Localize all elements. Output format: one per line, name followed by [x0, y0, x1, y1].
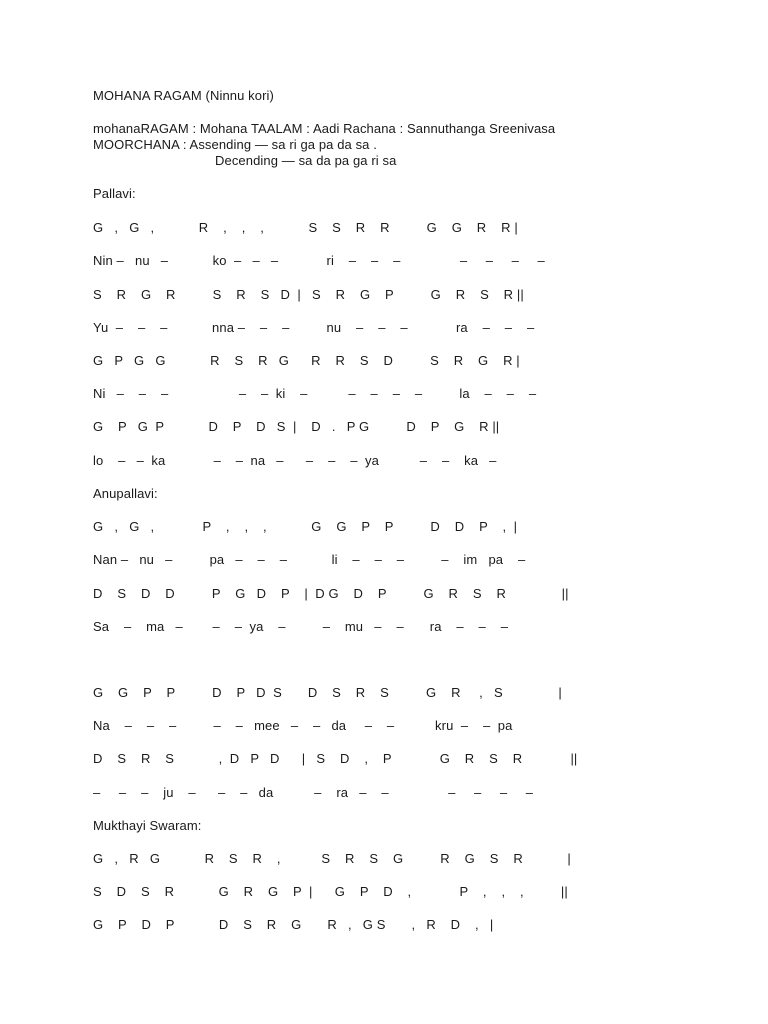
swara-line: G G P P D P D S D S R S G R , S |	[93, 685, 562, 700]
swara-line: G P G P D P D S | D . P G D P G R ||	[93, 419, 500, 434]
section-heading-pallavi: Pallavi:	[93, 186, 136, 201]
lyric-line: Na – – – – – mee – – da – – kru – – pa	[93, 718, 513, 733]
raga-info-line: mohanaRAGAM : Mohana TAALAM : Aadi Rachana : Sannuthanga Sreenivasa	[93, 121, 556, 136]
lyric-line: Ni – – – – – ki – – – – – la – – –	[93, 386, 537, 401]
lyric-line: Yu – – – nna – – – nu – – – ra – – –	[93, 320, 535, 335]
lyric-line: Sa – ma – – – ya – – mu – – ra – – –	[93, 619, 509, 634]
moorchana-line: MOORCHANA : Assending — sa ri ga pa da sa .	[93, 137, 377, 152]
swara-line: G , G , P , , , G G P P D D P , |	[93, 519, 518, 534]
swara-line: G , G , R , , , S S R R G G R R |	[93, 220, 518, 235]
section-heading-mukthayi-swaram: Mukthayi Swaram:	[93, 818, 202, 833]
swara-line: G P G G R S R G R R S D S R G R |	[93, 353, 520, 368]
lyric-line: – – – ju – – – da – ra – – – – – –	[93, 785, 534, 800]
section-heading-anupallavi: Anupallavi:	[93, 486, 158, 501]
swara-line: S D S R G R G P | G P D , P , , , ||	[93, 884, 568, 899]
descending-line: Decending — sa da pa ga ri sa	[215, 153, 397, 168]
swara-line: D S R S , D P D | S D , P G R S R ||	[93, 751, 578, 766]
swara-line: S R G R S R S D | S R G P G R S R ||	[93, 287, 524, 302]
document-title: MOHANA RAGAM (Ninnu kori)	[93, 88, 274, 103]
swara-line: G P D P D S R G R , G S , R D , |	[93, 917, 494, 932]
swara-line: G , R G R S R , S R S G R G S R |	[93, 851, 571, 866]
lyric-line: Nin – nu – ko – – – ri – – – – – – –	[93, 253, 545, 268]
lyric-line: Nan – nu – pa – – – li – – – – im pa –	[93, 552, 526, 567]
swara-line: D S D D P G D P | D G D P G R S R ||	[93, 586, 569, 601]
lyric-line: lo – – ka – – na – – – – ya – – ka –	[93, 453, 497, 468]
